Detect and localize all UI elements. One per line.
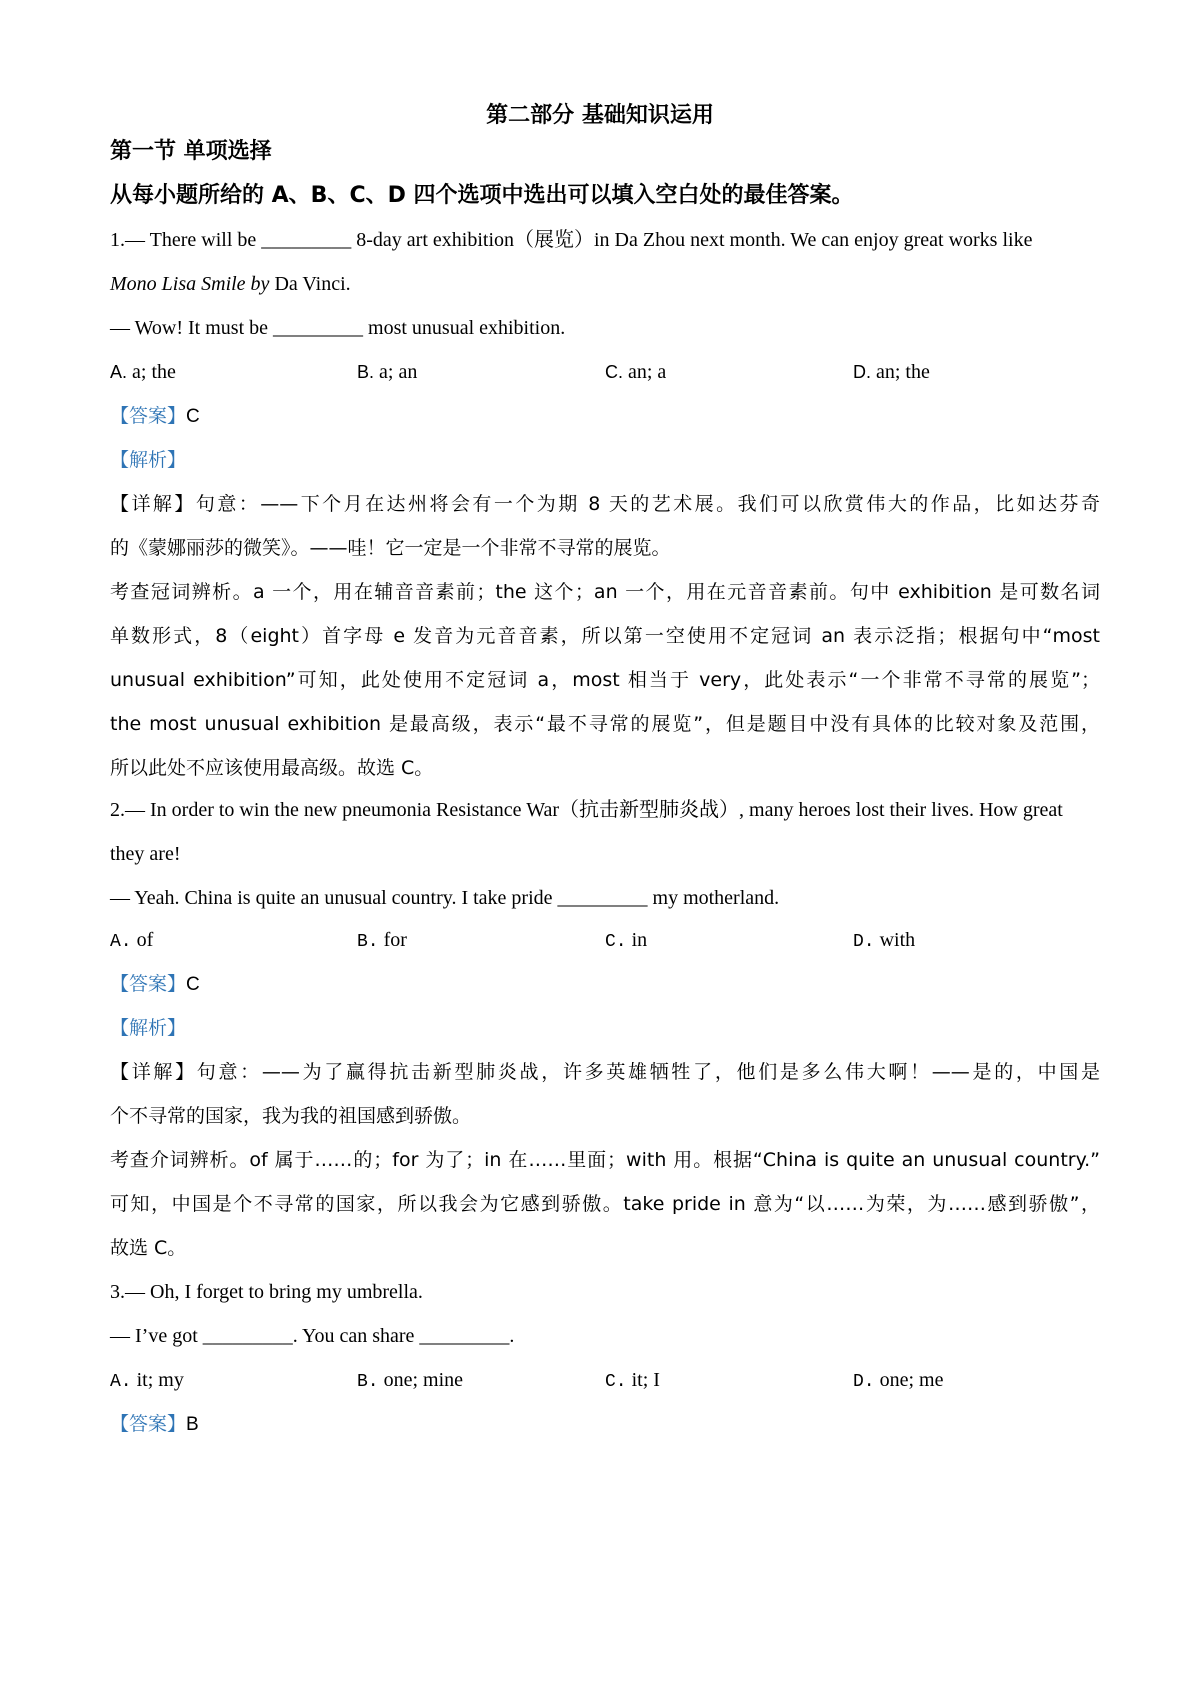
answer-tag: 【答案】 bbox=[110, 1413, 187, 1435]
option-text: it; I bbox=[626, 1369, 660, 1391]
q3-stem-line-2: — I’ve got _________. You can share _________. bbox=[110, 1325, 515, 1347]
section-heading: 第一节 单项选择 bbox=[110, 139, 272, 164]
analysis-tag: 【解析】 bbox=[110, 449, 187, 471]
q1-stem-line-2 bbox=[110, 270, 1100, 298]
option-letter: D. bbox=[853, 1372, 875, 1392]
option-text: with bbox=[874, 929, 916, 951]
q1-stem-line-2-rest: Da Vinci. bbox=[269, 273, 351, 295]
q1-detail-line-5: unusual exhibition”可知，此处使用不定冠词 a，most 相当于 very，此处表示“一个非常不寻常的展览”； bbox=[110, 669, 1100, 691]
q3-option-a[interactable] bbox=[110, 1366, 184, 1396]
q2-option-a[interactable] bbox=[110, 926, 153, 956]
option-text: for bbox=[378, 929, 407, 951]
answer-value: C bbox=[186, 406, 200, 427]
option-letter: B. bbox=[357, 362, 375, 382]
q2-detail-line-2: 个不寻常的国家，我为我的祖国感到骄傲。 bbox=[110, 1105, 472, 1127]
q1-stem-line-3: — Wow! It must be _________ most unusual exhibition. bbox=[110, 317, 566, 339]
q2-detail-line-5: 故选 C。 bbox=[110, 1237, 187, 1259]
q2-stem-line-3: — Yeah. China is quite an unusual country. I take pride _________ my motherland. bbox=[110, 887, 780, 909]
q2-detail-line-4: 可知，中国是个不寻常的国家，所以我会为它感到骄傲。take pride in 意为“以……为荣，为……感到骄傲”， bbox=[110, 1193, 1100, 1215]
q1-detail-line-1: 【详解】句意：——下个月在达州将会有一个为期 8 天的艺术展。我们可以欣赏伟大的作品，比如达芬奇 bbox=[110, 493, 1100, 515]
q1-stem-line-1: 1.— There will be _________ 8-day art exhibition（展览）in Da Zhou next month. We can enjoy great works like bbox=[110, 229, 1033, 251]
part-title: 第二部分 基础知识运用 bbox=[486, 103, 714, 128]
q1-option-a[interactable] bbox=[110, 358, 176, 386]
q1-detail-line-2: 的《蒙娜丽莎的微笑》。——哇！它一定是一个非常不寻常的展览。 bbox=[110, 537, 671, 559]
q1-analysis-tag bbox=[110, 446, 1100, 474]
q3-answer bbox=[110, 1410, 1100, 1439]
option-text: an; the bbox=[871, 361, 930, 383]
option-text: in bbox=[626, 929, 648, 951]
option-text: a; an bbox=[374, 361, 418, 383]
q1-option-d[interactable] bbox=[853, 358, 930, 386]
option-letter: C. bbox=[605, 1372, 627, 1392]
instruction-text: 从每小题所给的 A、B、C、D 四个选项中选出可以填入空白处的最佳答案。 bbox=[110, 183, 854, 208]
option-letter: B. bbox=[357, 932, 379, 952]
q2-stem-line-1: 2.— In order to win the new pneumonia Resistance War（抗击新型肺炎战）, many heroes lost their lives. How great bbox=[110, 799, 1063, 821]
option-text: one; mine bbox=[378, 1369, 464, 1391]
option-text: an; a bbox=[623, 361, 667, 383]
q1-detail-line-4: 单数形式，8（eight）首字母 e 发音为元音音素，所以第一空使用不定冠词 an 表示泛指；根据句中“most bbox=[110, 625, 1100, 647]
option-letter: B. bbox=[357, 1372, 379, 1392]
q2-answer bbox=[110, 970, 1100, 999]
q1-answer bbox=[110, 402, 1100, 431]
option-text: a; the bbox=[127, 361, 176, 383]
q1-option-c[interactable] bbox=[605, 358, 666, 386]
option-letter: A. bbox=[110, 1372, 132, 1392]
answer-tag: 【答案】 bbox=[110, 973, 187, 995]
q2-option-c[interactable] bbox=[605, 926, 647, 956]
q2-detail-line-3: 考查介词辨析。of 属于……的；for 为了；in 在……里面；with 用。根据“China is quite an unusual country.” bbox=[110, 1149, 1100, 1171]
analysis-tag: 【解析】 bbox=[110, 1017, 187, 1039]
q2-stem-line-2: they are! bbox=[110, 843, 181, 865]
option-letter: C. bbox=[605, 362, 623, 382]
q3-stem-line-1: 3.— Oh, I forget to bring my umbrella. bbox=[110, 1281, 423, 1303]
q2-option-d[interactable] bbox=[853, 926, 915, 956]
option-letter: D. bbox=[853, 932, 875, 952]
q2-option-b[interactable] bbox=[357, 926, 407, 956]
q1-detail-line-6: the most unusual exhibition 是最高级，表示“最不寻常的展览”，但是题目中没有具体的比较对象及范围， bbox=[110, 713, 1100, 735]
q2-analysis-tag bbox=[110, 1014, 1100, 1042]
option-text: one; me bbox=[874, 1369, 944, 1391]
option-letter: D. bbox=[853, 362, 871, 382]
option-letter: C. bbox=[605, 932, 627, 952]
q3-option-c[interactable] bbox=[605, 1366, 660, 1396]
option-text: it; my bbox=[131, 1369, 184, 1391]
q3-option-d[interactable] bbox=[853, 1366, 943, 1396]
option-text: of bbox=[131, 929, 154, 951]
option-letter: A. bbox=[110, 362, 128, 382]
answer-tag: 【答案】 bbox=[110, 405, 187, 427]
answer-value: C bbox=[186, 974, 200, 995]
option-letter: A. bbox=[110, 932, 132, 952]
q2-detail-line-1: 【详解】句意：——为了赢得抗击新型肺炎战，许多英雄牺牲了，他们是多么伟大啊！——是的，中国是 bbox=[110, 1061, 1100, 1083]
q3-option-b[interactable] bbox=[357, 1366, 463, 1396]
q1-option-b[interactable] bbox=[357, 358, 417, 386]
q1-work-title: Mono Lisa Smile by bbox=[110, 273, 270, 295]
answer-value: B bbox=[186, 1414, 199, 1435]
q1-detail-line-3: 考查冠词辨析。a 一个，用在辅音音素前；the 这个；an 一个，用在元音音素前。句中 exhibition 是可数名词 bbox=[110, 581, 1100, 603]
q1-detail-line-7: 所以此处不应该使用最高级。故选 C。 bbox=[110, 757, 434, 779]
